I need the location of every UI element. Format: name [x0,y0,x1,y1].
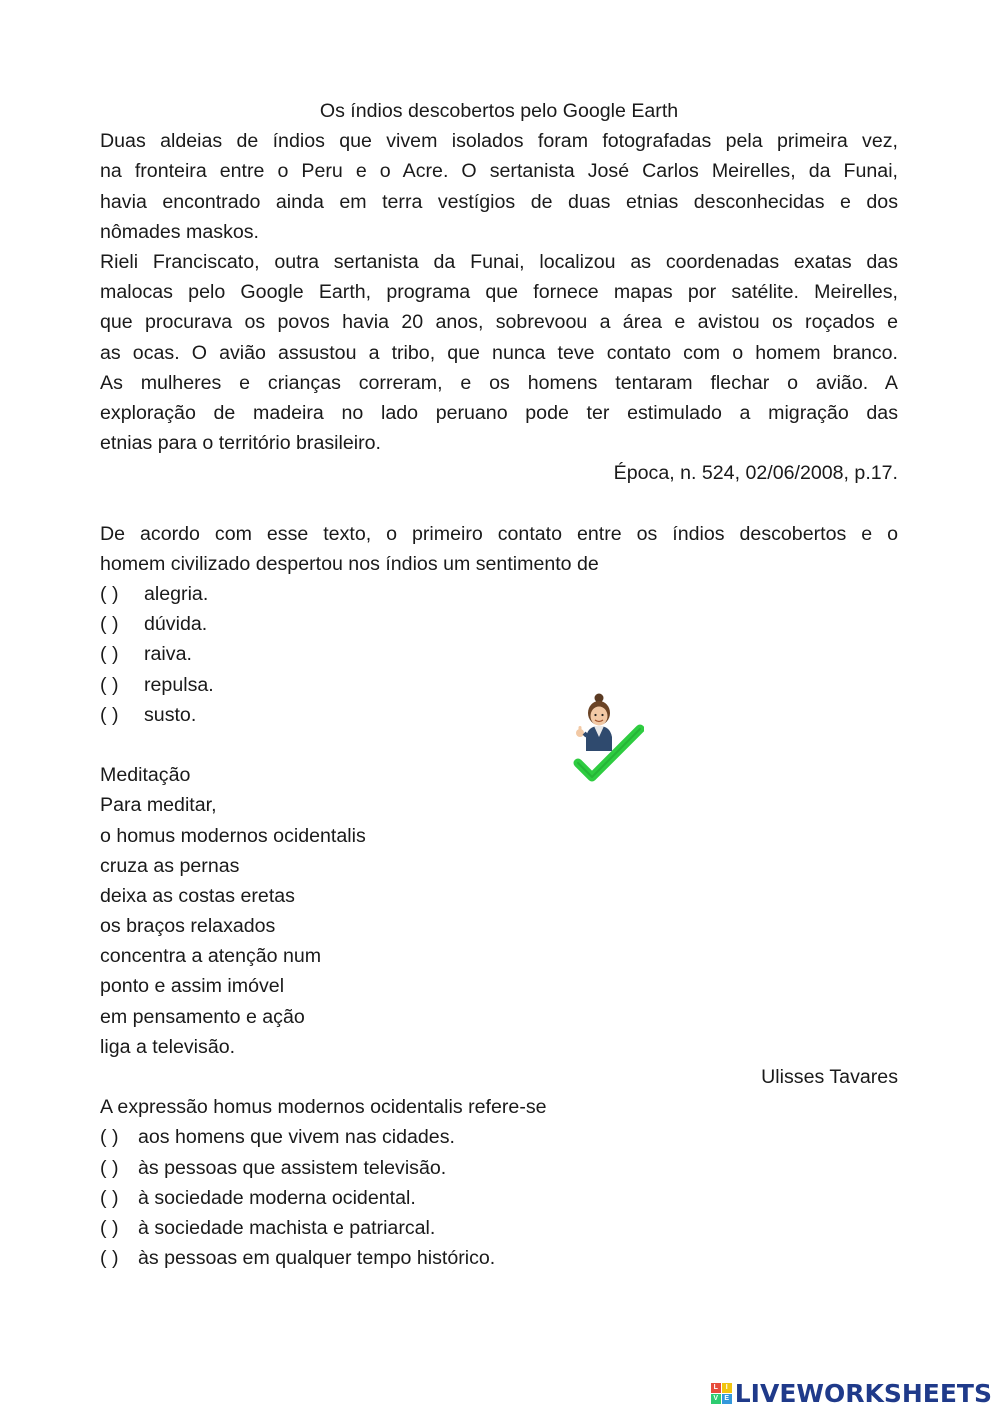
poem-line: deixa as costas eretas [100,884,295,907]
answer-checkbox[interactable]: ( ) [100,643,119,666]
answer-checkbox[interactable]: ( ) [100,583,119,605]
question1-prompt: De acordo com esse texto, o primeiro contato entre os índios descobertos e o [100,522,898,545]
answer-checkbox[interactable]: ( ) [100,613,119,636]
answer-checkbox[interactable]: ( ) [100,703,119,726]
article-line: nômades maskos. [100,220,259,243]
question2-option[interactable] [100,1243,898,1273]
article-title: Os índios descobertos pelo Google Earth [319,100,679,122]
option-label: aos homens que vivem nas cidades. [138,1126,455,1149]
article-line: Duas aldeias de índios que vivem isolados foram fotografadas pela primeira vez, [100,130,898,153]
poem-line: concentra a atenção num [100,945,322,968]
article-line: as ocas. O avião assustou a tribo, que nunca teve contato com o homem branco. [100,341,898,364]
option-label: à sociedade moderna ocidental. [138,1186,416,1209]
question1-option[interactable] [100,670,898,700]
option-label: às pessoas que assistem televisão. [138,1156,447,1179]
liveworksheets-logo[interactable] [711,1378,992,1408]
article-line: malocas pelo Google Earth, programa que fornece mapas por satélite. Meirelles, [100,281,898,304]
option-label: repulsa. [144,673,214,696]
question1-prompt: homem civilizado despertou nos índios um sentimento de [100,552,599,575]
option-label: à sociedade machista e patriarcal. [138,1216,436,1239]
question2-prompt: A expressão homus modernos ocidentalis refere-se [100,1096,547,1119]
answer-checkbox[interactable]: ( ) [100,1126,119,1149]
option-label: raiva. [144,643,192,666]
answer-checkbox[interactable]: ( ) [100,1186,119,1209]
question1-option[interactable] [100,609,898,639]
answer-checkbox[interactable]: ( ) [100,1247,119,1270]
answer-checkbox[interactable]: ( ) [100,1156,119,1179]
question1-option[interactable] [100,639,898,669]
article-line: na fronteira entre o Peru e o Acre. O sertanista José Carlos Meirelles, da Funai, [100,160,898,183]
option-label: às pessoas em qualquer tempo histórico. [138,1247,496,1270]
article-line: As mulheres e crianças correram, e os homens tentaram flechar o avião. A [100,371,898,394]
article-line: havia encontrado ainda em terra vestígios de duas etnias desconhecidas e dos [100,190,898,213]
option-label: susto. [144,703,197,726]
poem-line: cruza as pernas [100,854,240,877]
answer-checkbox[interactable]: ( ) [100,673,119,696]
logo-mark-icon: L I V E [711,1383,732,1404]
teacher-checkmark-icon [568,693,644,787]
poem-line: o homus modernos ocidentalis [100,824,366,847]
poem-line: liga a televisão. [100,1035,236,1058]
poem-author: Ulisses Tavares [761,1066,898,1088]
question1-option[interactable] [100,579,898,609]
answer-checkbox[interactable]: ( ) [100,1216,119,1239]
article-line: que procurava os povos havia 20 anos, sobrevoou a área e avistou os roçados e [100,311,898,334]
question2-option[interactable] [100,1183,898,1213]
poem-line: em pensamento e ação [100,1005,305,1028]
poem-title: Meditação [100,764,191,787]
worksheet-page [100,96,898,1273]
poem-line: Para meditar, [100,794,217,817]
article-line: etnias para o território brasileiro. [100,432,381,455]
option-label: dúvida. [144,613,208,636]
question2-option[interactable] [100,1213,898,1243]
question2-option[interactable] [100,1122,898,1152]
option-label: alegria. [144,583,209,605]
brand-name: LIVEWORKSHEETS [734,1378,992,1408]
poem-line: os braços relaxados [100,915,276,938]
article-source: Época, n. 524, 02/06/2008, p.17. [613,462,898,485]
question1-option[interactable] [100,700,898,730]
article-line: Rieli Franciscato, outra sertanista da Funai, localizou as coordenadas exatas das [100,250,898,273]
article-line: exploração de madeira no lado peruano pode ter estimulado a migração das [100,401,898,424]
question2-option[interactable] [100,1153,898,1183]
poem-line: ponto e assim imóvel [100,975,285,998]
